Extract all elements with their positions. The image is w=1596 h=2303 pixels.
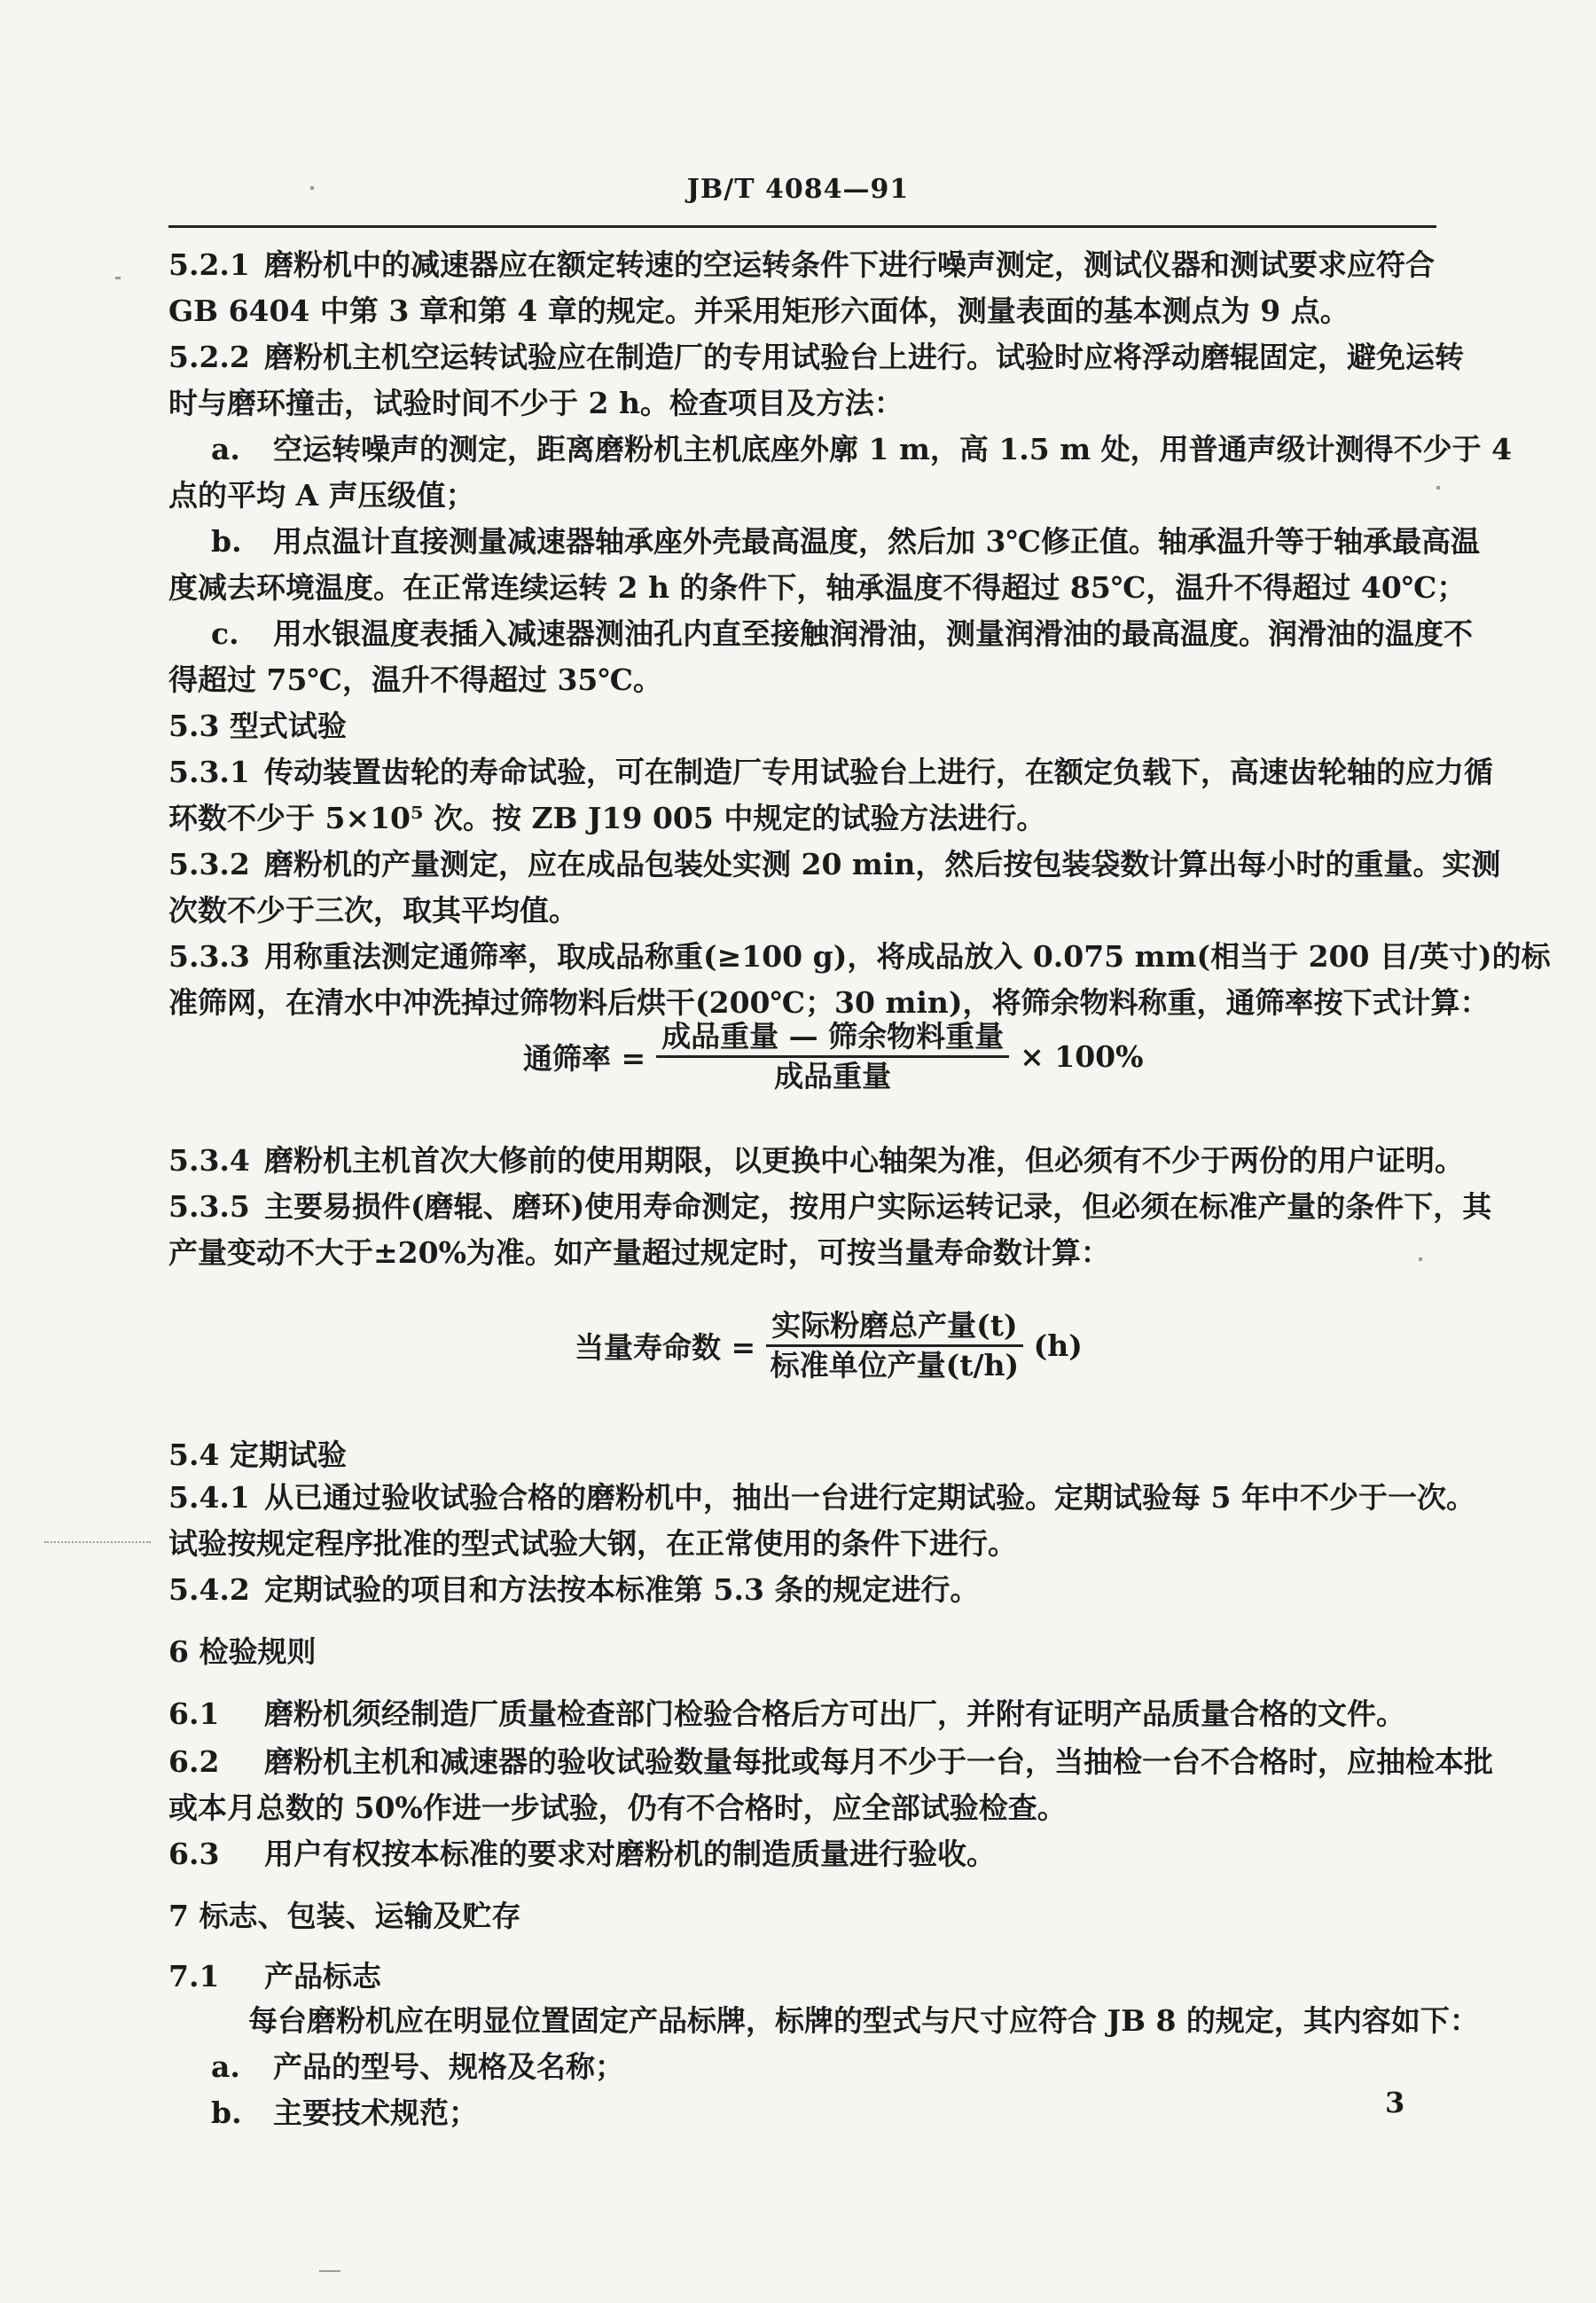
item-marker: a.	[211, 432, 240, 466]
item-text: 空运转噪声的测定，距离磨粉机主机底座外廓 1 m，高 1.5 m 处，用普通声级计测得不少于 4	[273, 432, 1513, 466]
para-6-2-line-2: 或本月总数的 50%作进一步试验，仍有不合格时，应全部试验检查。	[168, 1790, 1067, 1825]
item-marker: b.	[211, 524, 242, 559]
clause-number: 5.2.1	[168, 247, 250, 282]
formula-fraction	[656, 1020, 1009, 1093]
para-text: 主要易损件(磨辊、磨环)使用寿命测定，按用户实际运转记录，但必须在标准产量的条件下，其	[264, 1189, 1492, 1224]
scan-speck	[310, 186, 314, 190]
page-header: JB/T 4084—91	[686, 174, 910, 205]
subsection-title: 产品标志	[264, 1959, 381, 1994]
para-5-3-1-line-2: 环数不少于 5×10⁵ 次。按 ZB J19 005 中规定的试验方法进行。	[168, 801, 1046, 835]
clause-number: 5.3.2	[168, 847, 250, 881]
para-text: 用户有权按本标准的要求对磨粉机的制造质量进行验收。	[264, 1837, 996, 1871]
clause-number: 5.3.1	[168, 755, 250, 789]
formula-denominator: 成品重量	[774, 1059, 892, 1093]
item-text: 产品的型号、规格及名称；	[273, 2049, 624, 2084]
para-text: 磨粉机须经制造厂质量检查部门检验合格后方可出厂，并附有证明产品质量合格的文件。	[264, 1696, 1405, 1731]
formula-tail: × 100%	[1020, 1039, 1144, 1074]
para-6-2-line-1	[168, 1743, 1493, 1781]
item-marker: b.	[211, 2095, 242, 2130]
para-text: 从已通过验收试验合格的磨粉机中，抽出一台进行定期试验。定期试验每 5 年中不少于一次。	[264, 1480, 1475, 1515]
clause-number: 5.3.3	[168, 939, 250, 974]
formula-tail: (h)	[1033, 1328, 1083, 1363]
item-text: 用点温计直接测量减速器轴承座外壳最高温度，然后加 3℃修正值。轴承温升等于轴承最高温	[273, 524, 1480, 559]
item-c-line-1	[211, 615, 1473, 653]
clause-number: 6.3	[168, 1837, 220, 1871]
formula-sieve-rate	[523, 1020, 1144, 1093]
clause-number: 5.3.4	[168, 1143, 250, 1178]
para-5-3-3-line-1	[168, 938, 1551, 975]
para-text: 传动装置齿轮的寿命试验，可在制造厂专用试验台上进行，在额定负载下，高速齿轮轴的应力循	[264, 755, 1493, 789]
item-b-line-1	[211, 523, 1480, 560]
item-text: 主要技术规范；	[273, 2095, 478, 2130]
scan-speck	[319, 2270, 340, 2272]
scan-speck	[1419, 1257, 1422, 1261]
formula-denominator: 标准单位产量(t/h)	[770, 1348, 1020, 1383]
para-5-4-1-line-2: 试验按规定程序批准的型式试验大钢，在正常使用的条件下进行。	[168, 1526, 1017, 1561]
formula-equivalent-life	[575, 1309, 1083, 1383]
scan-speck	[115, 277, 121, 279]
para-5-3-5-line-1	[168, 1188, 1491, 1226]
formula-lhs: 通筛率 =	[523, 1041, 646, 1076]
header-rule	[168, 225, 1436, 228]
para-5-3-1-line-1	[168, 754, 1493, 791]
clause-number: 6.2	[168, 1744, 220, 1779]
section-5-4-heading: 5.4 定期试验	[168, 1437, 347, 1472]
item-a-line-1	[211, 431, 1512, 468]
para-5-2-1-line-2: GB 6404 中第 3 章和第 4 章的规定。并采用矩形六面体，测量表面的基本测点为 9 点。	[168, 294, 1350, 328]
para-text: 磨粉机主机首次大修前的使用期限，以更换中心轴架为准，但必须有不少于两份的用户证明。	[264, 1143, 1464, 1178]
para-5-4-1-line-1	[168, 1479, 1475, 1516]
para-text: 磨粉机的产量测定，应在成品包装处实测 20 min，然后按包装袋数计算出每小时的重量。实测	[264, 847, 1501, 881]
item-marker: a.	[211, 2049, 240, 2084]
item-text: 用水银温度表插入减速器测油孔内直至接触润滑油，测量润滑油的最高温度。润滑油的温度不	[273, 616, 1473, 651]
para-text: 磨粉机主机空运转试验应在制造厂的专用试验台上进行。试验时应将浮动磨辊固定，避免运转	[264, 340, 1464, 374]
para-5-3-2-line-2: 次数不少于三次，取其平均值。	[168, 893, 578, 928]
section-5-3-heading: 5.3 型式试验	[168, 709, 347, 743]
para-5-3-5-line-2: 产量变动不大于±20%为准。如产量超过规定时，可按当量寿命数计算：	[168, 1235, 1110, 1270]
para-text: 定期试验的项目和方法按本标准第 5.3 条的规定进行。	[264, 1572, 980, 1607]
para-5-2-1-line-1	[168, 247, 1435, 284]
scan-artifact-dotted-line	[44, 1541, 151, 1543]
clause-number: 6.1	[168, 1696, 220, 1731]
item-marker: c.	[211, 616, 239, 651]
item-a-line-2: 点的平均 A 声压级值；	[168, 478, 475, 513]
item-7b-line-1	[211, 2095, 478, 2132]
formula-numerator: 实际粉磨总产量(t)	[766, 1309, 1022, 1347]
para-5-2-2-line-2: 时与磨环撞击，试验时间不少于 2 h。检查项目及方法：	[168, 386, 904, 420]
clause-number: 5.3.5	[168, 1189, 250, 1224]
item-b-line-2: 度减去环境温度。在正常连续运转 2 h 的条件下，轴承温度不得超过 85℃，温升不得超过 40℃；	[168, 570, 1467, 605]
para-5-4-2-line-1	[168, 1571, 979, 1609]
para-6-3-line-1	[168, 1836, 996, 1873]
clause-number: 5.4.2	[168, 1572, 250, 1607]
para-7-1-heading	[168, 1958, 381, 1995]
item-7a-line-1	[211, 2048, 624, 2086]
para-5-3-2-line-1	[168, 846, 1500, 883]
formula-fraction	[766, 1309, 1022, 1383]
para-text: 磨粉机主机和减速器的验收试验数量每批或每月不少于一台，当抽检一台不合格时，应抽检本批	[264, 1744, 1493, 1779]
para-5-3-3-line-2: 准筛网，在清水中冲洗掉过筛物料后烘干(200℃；30 min)，将筛余物料称重，通筛率按下式计算：	[168, 985, 1490, 1020]
formula-lhs: 当量寿命数 =	[575, 1330, 756, 1365]
section-7-heading: 7 标志、包装、运输及贮存	[168, 1899, 521, 1933]
clause-number: 5.4.1	[168, 1480, 250, 1515]
para-text: 磨粉机中的减速器应在额定转速的空运转条件下进行噪声测定，测试仪器和测试要求应符合	[264, 247, 1435, 282]
para-5-2-2-line-1	[168, 339, 1464, 376]
scan-speck	[1436, 486, 1440, 490]
para-5-3-4-line-1	[168, 1142, 1464, 1179]
clause-number: 5.2.2	[168, 340, 250, 374]
para-6-1-line-1	[168, 1696, 1405, 1733]
para-text: 用称重法测定通筛率，取成品称重(≥100 g)，将成品放入 0.075 mm(相当于 200 目/英寸)的标	[264, 939, 1551, 974]
section-6-heading: 6 检验规则	[168, 1634, 317, 1669]
page-number: 3	[1385, 2086, 1405, 2119]
clause-number: 7.1	[168, 1959, 220, 1994]
item-c-line-2: 得超过 75℃，温升不得超过 35℃。	[168, 662, 662, 697]
para-7-1-line-1: 每台磨粉机应在明显位置固定产品标牌，标牌的型式与尺寸应符合 JB 8 的规定，其内容如下：	[248, 2003, 1479, 2038]
formula-numerator: 成品重量 — 筛余物料重量	[656, 1020, 1009, 1058]
